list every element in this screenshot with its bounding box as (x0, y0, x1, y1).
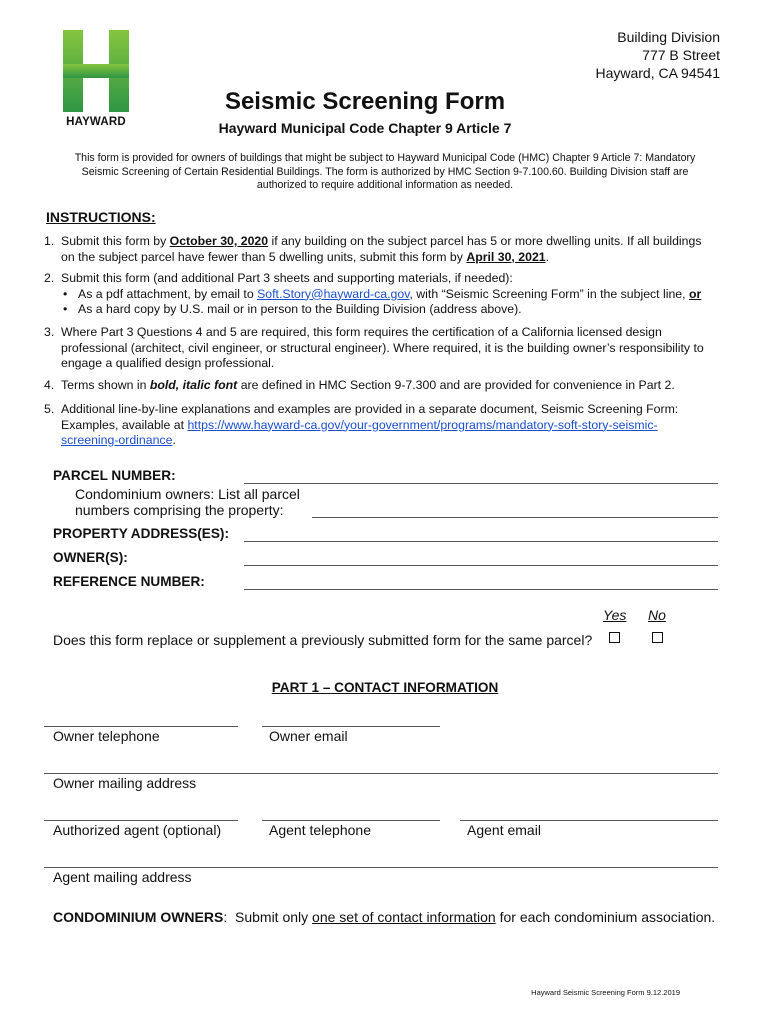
text: . (172, 433, 176, 447)
instruction-text (61, 418, 726, 434)
instruction-text (61, 250, 726, 266)
agent-label: Authorized agent (optional) (53, 822, 222, 838)
condo-note: numbers comprising the property: (75, 502, 284, 518)
text: are defined in HMC Section 9-7.300 and are provided for convenience in Part 2. (237, 378, 675, 392)
address-line: Hayward, CA 94541 (595, 65, 720, 81)
owners-label: OWNER(S): (53, 550, 128, 565)
bullet-icon: • (63, 286, 68, 301)
form-title: Seismic Screening Form (224, 88, 506, 115)
instruction-text (61, 378, 726, 394)
replace-question: Does this form replace or supplement a previously submitted form for the same parcel? (53, 632, 593, 648)
text: , with “Seismic Screening Form” in the subject line, (409, 286, 689, 301)
part1-title: PART 1 – CONTACT INFORMATION (271, 680, 499, 695)
deadline-date: October 30, 2020 (169, 234, 269, 248)
intro-line: authorized to require additional information as needed. (256, 179, 514, 191)
text: As a pdf attachment, by email to (78, 286, 258, 301)
instructions-heading: INSTRUCTIONS: (46, 209, 156, 225)
instruction-text (61, 234, 726, 250)
reference-number-field[interactable] (244, 589, 718, 590)
text: Examples, available at (61, 417, 188, 432)
owner-email-field[interactable] (262, 726, 440, 727)
condo-owners-note (53, 909, 715, 925)
division-address (595, 28, 720, 82)
instruction-text: Additional line-by-line explanations and examples are provided in a separate document, Seismic Screening Form: (61, 402, 679, 416)
item-number: 5. (44, 402, 55, 416)
agent-field[interactable] (44, 820, 238, 821)
owner-mailing-address-label: Owner mailing address (53, 775, 197, 791)
instruction-text: Where Part 3 Questions 4 and 5 are required, this form requires the certification of a California licensed design (61, 325, 662, 339)
yes-header: Yes (603, 607, 627, 623)
yes-checkbox[interactable] (609, 632, 620, 643)
condo-parcels-field[interactable] (312, 517, 718, 518)
contact-set-text: one set of contact information (312, 909, 496, 925)
item-number: 4. (44, 378, 55, 392)
agent-telephone-field[interactable] (262, 820, 440, 821)
hayward-logo (60, 28, 132, 132)
email-link[interactable]: Soft.Story@hayward-ca.gov (257, 286, 410, 301)
agent-telephone-label: Agent telephone (269, 822, 371, 838)
footer-text: Hayward Seismic Screening Form 9.12.2019 (531, 988, 680, 997)
instruction-text (61, 433, 726, 449)
agent-mailing-address-label: Agent mailing address (53, 869, 192, 885)
owner-telephone-field[interactable] (44, 726, 238, 727)
owner-email-label: Owner email (269, 728, 348, 744)
property-address-field[interactable] (244, 541, 718, 542)
bullet-icon: • (63, 302, 68, 316)
no-checkbox[interactable] (652, 632, 663, 643)
owner-telephone-label: Owner telephone (53, 728, 160, 744)
item-number: 2. (44, 271, 55, 285)
agent-email-field[interactable] (460, 820, 718, 821)
owner-mailing-address-field[interactable] (44, 773, 718, 774)
agent-mailing-address-field[interactable] (44, 867, 718, 868)
owners-field[interactable] (244, 565, 718, 566)
text: for each condominium association. (495, 909, 716, 925)
examples-link[interactable]: https://www.hayward-ca.gov/your-government/programs/mandatory-soft-story-seismic- (187, 417, 658, 432)
item-number: 1. (44, 234, 55, 248)
form-subtitle: Hayward Municipal Code Chapter 9 Article 7 (218, 120, 512, 136)
text: Terms shown in (61, 378, 150, 392)
text: : Submit only (223, 909, 313, 925)
condo-note: Condominium owners: List all parcel (75, 486, 300, 502)
intro-line: Seismic Screening of Certain Residential Buildings. The form is authorized by HMC Section 9-7.100.60. Building Division staff are (81, 165, 689, 178)
text: Submit this form by (61, 234, 170, 248)
instruction-text: engage a qualified design professional. (61, 356, 275, 370)
bullet-text (78, 287, 726, 303)
text: . (545, 249, 550, 264)
instruction-text: Submit this form (and additional Part 3 sheets and supporting materials, if needed): (61, 271, 513, 285)
intro-line: This form is provided for owners of buildings that might be subject to Hayward Municipal Code (HMC) Chapter 9 Article 7: Mandatory (74, 152, 696, 164)
hayward-h-mark (60, 28, 132, 114)
text: if any building on the subject parcel has 5 or more dwelling units. If all buildings (268, 234, 702, 248)
parcel-number-field[interactable] (244, 483, 718, 484)
intro-paragraph (52, 152, 718, 193)
logo-text: HAYWARD (66, 116, 126, 128)
deadline-date: April 30, 2021 (466, 249, 546, 264)
agent-email-label: Agent email (467, 822, 541, 838)
no-header: No (648, 607, 666, 623)
condo-owners-label: CONDOMINIUM OWNERS (53, 909, 224, 925)
reference-number-label: REFERENCE NUMBER: (53, 574, 205, 589)
or-text: or (688, 286, 702, 301)
text: on the subject parcel have fewer than 5 dwelling units, submit this form by (61, 249, 467, 264)
emphasis-text: bold, italic font (149, 378, 238, 392)
property-address-label: PROPERTY ADDRESS(ES): (53, 526, 229, 541)
bullet-text: As a hard copy by U.S. mail or in person to the Building Division (address above). (78, 302, 522, 316)
instruction-text: professional (architect, civil engineer, or structural engineer). Where required, it is the building owner’s responsibility to (61, 340, 704, 355)
address-line: 777 B Street (642, 47, 720, 63)
examples-link-cont[interactable]: screening-ordinance (61, 433, 173, 447)
parcel-number-label: PARCEL NUMBER: (53, 468, 176, 483)
item-number: 3. (44, 325, 55, 339)
address-line: Building Division (617, 29, 720, 45)
